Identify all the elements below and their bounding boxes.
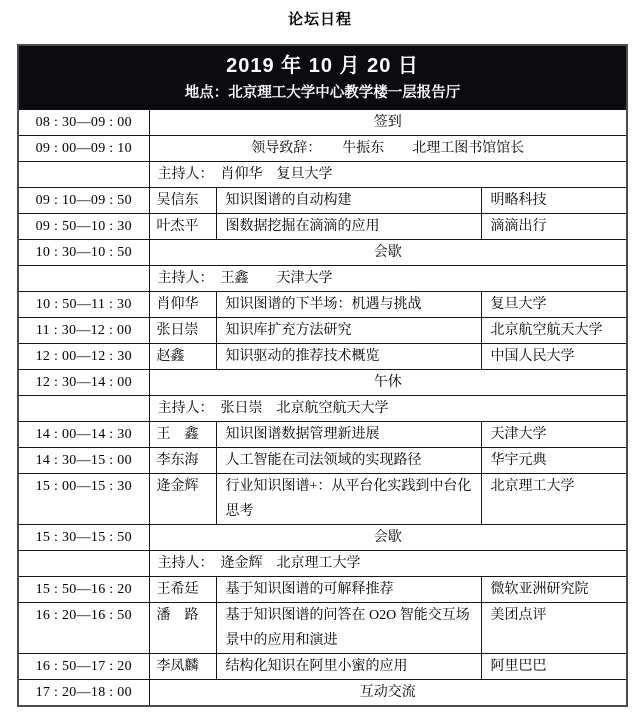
org-cell: 滴滴出行 — [481, 214, 627, 240]
time-cell: 12 : 00—12 : 30 — [18, 344, 149, 370]
time-cell — [18, 162, 149, 188]
topic-cell: 知识图谱的自动构建 — [216, 188, 481, 214]
org-cell: 美团点评 — [481, 603, 627, 654]
table-row — [18, 266, 627, 292]
table-row — [18, 292, 627, 318]
schedule-table — [17, 44, 628, 707]
speaker-cell: 李东海 — [149, 448, 216, 474]
event-cell: 会歇 — [149, 525, 627, 551]
speaker-cell: 潘 路 — [149, 603, 216, 654]
org-cell: 北京理工大学 — [481, 474, 627, 525]
speaker-cell: 赵鑫 — [149, 344, 216, 370]
topic-cell: 基于知识图谱的问答在 O2O 智能交互场景中的应用和演进 — [216, 603, 481, 654]
speaker-cell: 吴信东 — [149, 188, 216, 214]
header-date: 2019 年 10 月 20 日 — [226, 55, 419, 77]
speaker-cell: 逄金辉 — [149, 474, 216, 525]
table-row — [18, 525, 627, 551]
time-cell: 17 : 20—18 : 00 — [18, 680, 149, 707]
table-row — [18, 318, 627, 344]
host-cell: 主持人： 肖仰华 复旦大学 — [149, 162, 627, 188]
time-cell: 14 : 00—14 : 30 — [18, 422, 149, 448]
table-row — [18, 422, 627, 448]
table-row — [18, 474, 627, 525]
time-cell: 16 : 20—16 : 50 — [18, 603, 149, 654]
schedule-table-body — [18, 110, 627, 707]
speaker-cell: 张日崇 — [149, 318, 216, 344]
org-cell: 华宇元典 — [481, 448, 627, 474]
table-row — [18, 448, 627, 474]
table-row — [18, 551, 627, 577]
time-cell: 10 : 30—10 : 50 — [18, 240, 149, 266]
speaker-cell: 肖仰华 — [149, 292, 216, 318]
table-row — [18, 188, 627, 214]
org-cell: 天津大学 — [481, 422, 627, 448]
topic-cell: 知识图谱数据管理新进展 — [216, 422, 481, 448]
table-header-row — [18, 45, 627, 110]
time-cell: 08 : 30—09 : 00 — [18, 110, 149, 136]
table-row — [18, 240, 627, 266]
time-cell: 09 : 50—10 : 30 — [18, 214, 149, 240]
host-cell: 主持人： 逄金辉 北京理工大学 — [149, 551, 627, 577]
table-row — [18, 110, 627, 136]
speaker-cell: 叶杰平 — [149, 214, 216, 240]
table-row — [18, 396, 627, 422]
event-cell: 互动交流 — [149, 680, 627, 707]
table-row — [18, 214, 627, 240]
topic-cell: 结构化知识在阿里小蜜的应用 — [216, 654, 481, 680]
time-cell: 12 : 30—14 : 00 — [18, 370, 149, 396]
time-cell: 14 : 30—15 : 00 — [18, 448, 149, 474]
time-cell — [18, 266, 149, 292]
table-row — [18, 654, 627, 680]
host-cell: 主持人： 王鑫 天津大学 — [149, 266, 627, 292]
time-cell: 09 : 00—09 : 10 — [18, 136, 149, 162]
table-row — [18, 370, 627, 396]
event-cell: 领导致辞： 牛振东 北理工图书馆馆长 — [149, 136, 627, 162]
topic-cell: 知识库扩充方法研究 — [216, 318, 481, 344]
page-title: 论坛日程 — [287, 11, 352, 28]
table-row — [18, 162, 627, 188]
org-cell: 阿里巴巴 — [481, 654, 627, 680]
event-cell: 签到 — [149, 110, 627, 136]
org-cell: 明略科技 — [481, 188, 627, 214]
time-cell: 11 : 30—12 : 00 — [18, 318, 149, 344]
table-row — [18, 136, 627, 162]
speaker-cell: 王 鑫 — [149, 422, 216, 448]
topic-cell: 图数据挖掘在滴滴的应用 — [216, 214, 481, 240]
time-cell — [18, 396, 149, 422]
topic-cell: 知识驱动的推荐技术概览 — [216, 344, 481, 370]
table-row — [18, 603, 627, 654]
org-cell: 中国人民大学 — [481, 344, 627, 370]
table-header-cell — [18, 45, 627, 110]
table-row — [18, 577, 627, 603]
topic-cell: 人工智能在司法领域的实现路径 — [216, 448, 481, 474]
event-cell: 午休 — [149, 370, 627, 396]
table-row — [18, 344, 627, 370]
event-cell: 会歇 — [149, 240, 627, 266]
time-cell: 15 : 50—16 : 20 — [18, 577, 149, 603]
speaker-cell: 李凤麟 — [149, 654, 216, 680]
time-cell: 16 : 50—17 : 20 — [18, 654, 149, 680]
topic-cell: 基于知识图谱的可解释推荐 — [216, 577, 481, 603]
org-cell: 微软亚洲研究院 — [481, 577, 627, 603]
table-row — [18, 680, 627, 707]
time-cell: 15 : 30—15 : 50 — [18, 525, 149, 551]
time-cell: 15 : 00—15 : 30 — [18, 474, 149, 525]
time-cell: 09 : 10—09 : 50 — [18, 188, 149, 214]
topic-cell: 知识图谱的下半场：机遇与挑战 — [216, 292, 481, 318]
topic-cell: 行业知识图谱+：从平台化实践到中台化思考 — [216, 474, 481, 525]
org-cell: 北京航空航天大学 — [481, 318, 627, 344]
host-cell: 主持人： 张日崇 北京航空航天大学 — [149, 396, 627, 422]
speaker-cell: 王希廷 — [149, 577, 216, 603]
time-cell: 10 : 50—11 : 30 — [18, 292, 149, 318]
header-location: 地点：北京理工大学中心教学楼一层报告厅 — [184, 85, 461, 101]
time-cell — [18, 551, 149, 577]
org-cell: 复旦大学 — [481, 292, 627, 318]
